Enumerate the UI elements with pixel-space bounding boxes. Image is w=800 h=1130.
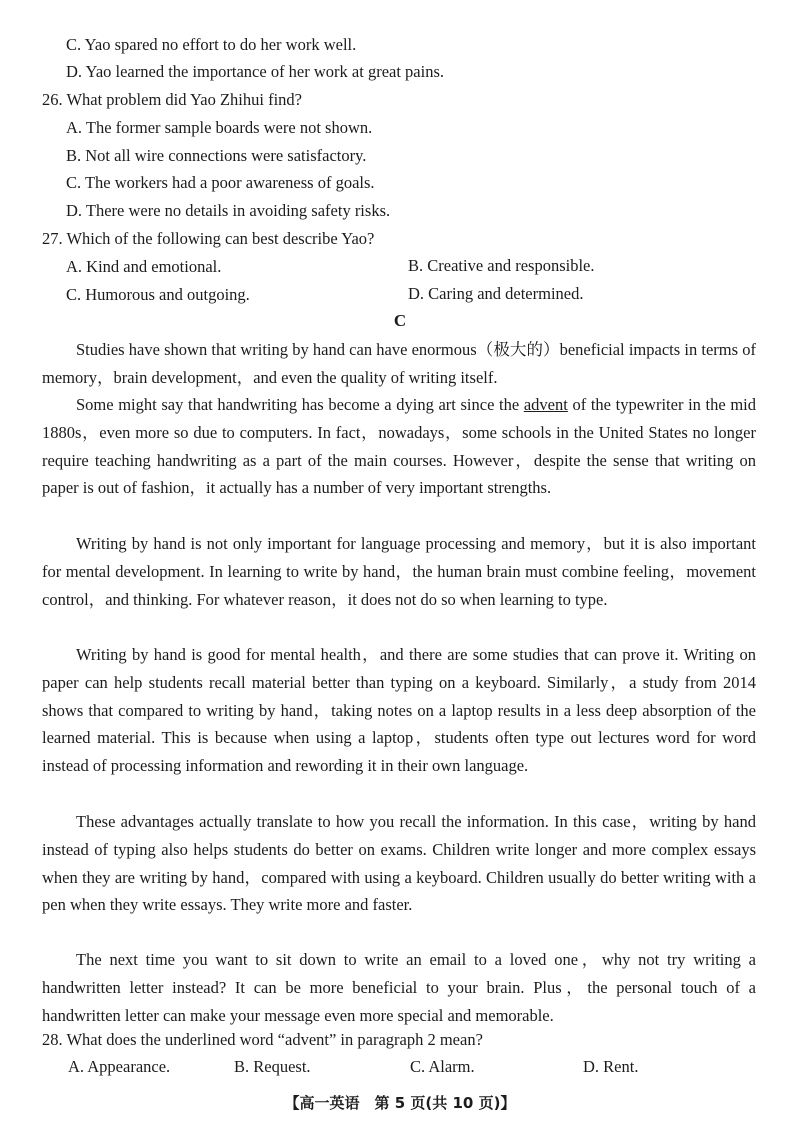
passage-paragraph-1: Studies have shown that writing by hand can have enormous（极大的）beneficial impacts in terms of memory，brain development，and even the quality of writing itself. <box>42 340 756 387</box>
q26-option-c: C. The workers had a poor awareness of goals. <box>66 173 375 192</box>
paragraph-2-text-rest: of the typewriter in the mid 1880s，even more so due to computers. In fact，nowadays，some schools in the United States no longer require teaching handwriting as a part of the main courses. However，despite the sense that writing on paper is out of fashion，it actually has a number of very important strengths. <box>42 395 756 498</box>
page-footer: 【高一英语 第 5 页(共 10 页)】 <box>284 1094 516 1112</box>
q26-option-a: A. The former sample boards were not shown. <box>66 118 373 137</box>
q28-option-c: C. Alarm. <box>410 1057 475 1076</box>
passage-paragraph-3: Writing by hand is not only important for language processing and memory，but it is also important for mental development. In learning to write by hand，the human brain must combine feeling，movement control，and thinking. For whatever reason，it does not do so when learning to type. <box>42 534 756 609</box>
q26-option-b: B. Not all wire connections were satisfactory. <box>66 146 367 165</box>
q26-option-d: D. There were no details in avoiding safety risks. <box>66 201 391 220</box>
q28-option-d: D. Rent. <box>583 1057 639 1076</box>
q26-stem: 26. What problem did Yao Zhihui find? <box>42 90 303 109</box>
q28-stem: 28. What does the underlined word “advent” in paragraph 2 mean? <box>42 1030 483 1049</box>
q27-stem: 27. Which of the following can best describe Yao? <box>42 229 375 248</box>
q28-option-a: A. Appearance. <box>68 1057 171 1076</box>
passage-paragraph-2 <box>42 391 756 502</box>
q25-option-c: C. Yao spared no effort to do her work well. <box>66 35 357 54</box>
q28-option-b: B. Request. <box>234 1057 311 1076</box>
q27-option-d: D. Caring and determined. <box>408 284 584 303</box>
passage-paragraph-6: The next time you want to sit down to write an email to a loved one，why not try writing a handwritten letter instead? It can be more beneficial to your brain. Plus，the personal touch of a handwritten letter can make your message even more special and memorable. <box>42 950 756 1025</box>
paragraph-2-text: Some might say that handwriting has become a dying art since the <box>76 395 524 414</box>
passage-paragraph-4: Writing by hand is good for mental health，and there are some studies that can prove it. Writing on paper can help students recall material better than typing on a keyboard. Similarly，a study from 2014 shows that compared to writing by hand，taking notes on a laptop results in a less deep absorption of the learned material. This is because when using a laptop，students often type out lectures word for word instead of processing information and rewording it in their own language. <box>42 645 756 776</box>
underlined-word-advent: advent <box>523 395 568 414</box>
q27-option-c: C. Humorous and outgoing. <box>66 285 250 304</box>
section-label: C <box>393 311 407 330</box>
passage-paragraph-5: These advantages actually translate to how you recall the information. In this case，writing by hand instead of typing also helps students do better on exams. Children write longer and more complex essays when they are writing by hand，compared with using a keyboard. Children usually do better writing with a pen when they write essays. They write more and faster. <box>42 812 756 915</box>
q27-option-a: A. Kind and emotional. <box>66 257 222 276</box>
q25-option-d: D. Yao learned the importance of her work at great pains. <box>66 62 445 81</box>
q28-options <box>68 1056 768 1080</box>
q27-option-b: B. Creative and responsible. <box>408 256 595 275</box>
